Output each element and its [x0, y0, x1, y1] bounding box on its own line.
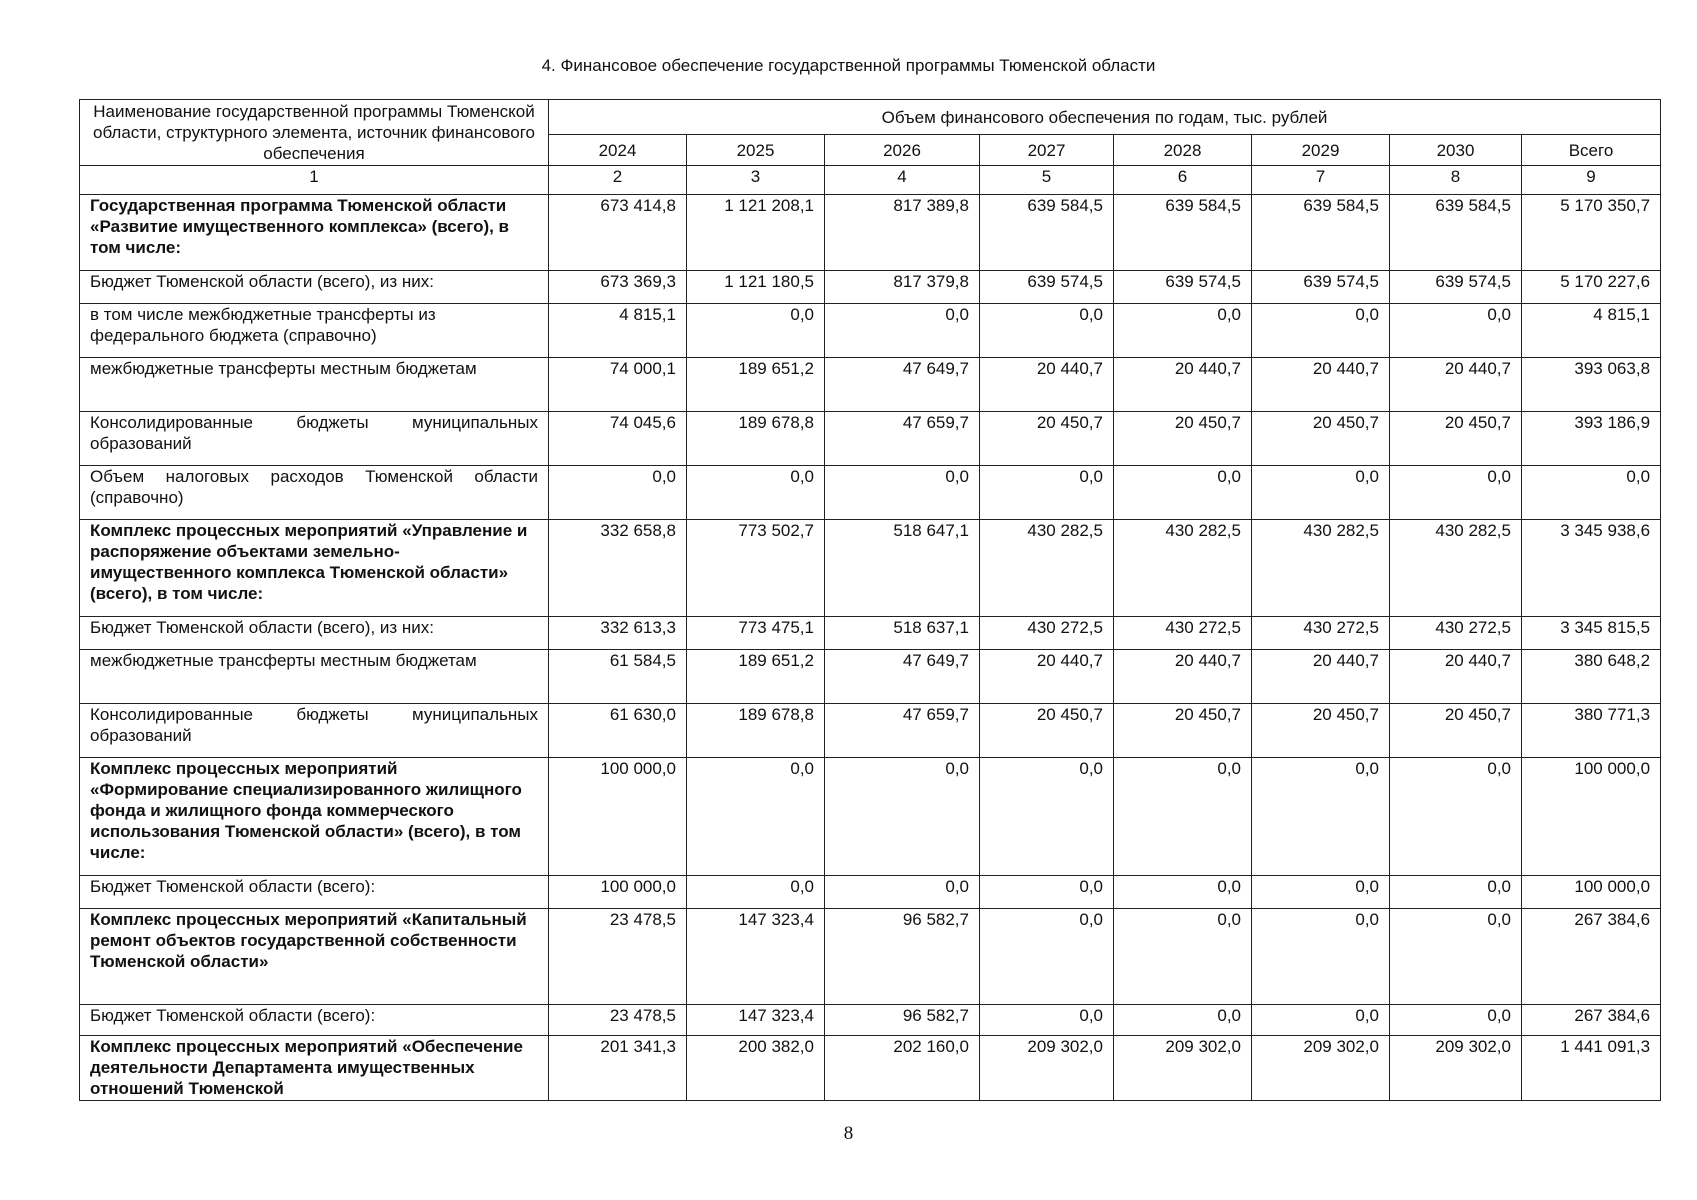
row-total-value: 267 384,6 [1522, 909, 1661, 1005]
row-year-value: 20 450,7 [1390, 704, 1522, 758]
row-year-value: 0,0 [549, 466, 687, 520]
row-year-value: 430 282,5 [1252, 520, 1390, 617]
row-year-value: 0,0 [1252, 1005, 1390, 1036]
row-year-value: 639 584,5 [980, 195, 1114, 271]
row-year-value: 0,0 [1252, 876, 1390, 909]
row-total-value: 0,0 [1522, 466, 1661, 520]
row-year-value: 0,0 [1390, 1005, 1522, 1036]
header-year: 2024 [549, 135, 687, 166]
row-year-value: 332 658,8 [549, 520, 687, 617]
table-row [80, 650, 1661, 704]
table-row [80, 358, 1661, 412]
row-total-value: 1 441 091,3 [1522, 1036, 1661, 1101]
page-number: 8 [843, 1123, 854, 1144]
row-year-value: 0,0 [980, 1005, 1114, 1036]
row-year-value: 47 659,7 [825, 412, 980, 466]
table-row [80, 195, 1661, 271]
row-year-value: 673 414,8 [549, 195, 687, 271]
row-total-value: 100 000,0 [1522, 876, 1661, 909]
header-year: 2028 [1114, 135, 1252, 166]
row-year-value: 20 440,7 [1114, 650, 1252, 704]
row-year-value: 4 815,1 [549, 304, 687, 358]
row-year-value: 209 302,0 [1252, 1036, 1390, 1101]
header-year: 2026 [825, 135, 980, 166]
row-year-value: 189 651,2 [687, 650, 825, 704]
row-year-value: 100 000,0 [549, 876, 687, 909]
header-volume: Объем финансового обеспечения по годам, тыс. рублей [549, 100, 1661, 135]
row-name: Консолидированные бюджеты муниципальных образований [80, 704, 549, 758]
row-year-value: 0,0 [687, 304, 825, 358]
row-name: Бюджет Тюменской области (всего), из них: [80, 271, 549, 304]
row-year-value: 0,0 [1252, 909, 1390, 1005]
row-year-value: 817 379,8 [825, 271, 980, 304]
row-name: Консолидированные бюджеты муниципальных образований [80, 412, 549, 466]
row-year-value: 74 045,6 [549, 412, 687, 466]
row-year-value: 47 649,7 [825, 358, 980, 412]
column-number: 5 [980, 166, 1114, 195]
table-row [80, 304, 1661, 358]
row-name: межбюджетные трансферты местным бюджетам [80, 650, 549, 704]
row-name: Государственная программа Тюменской области «Развитие имущественного комплекса» (всего), в том числе: [80, 195, 549, 271]
column-number: 3 [687, 166, 825, 195]
header-year: 2027 [980, 135, 1114, 166]
row-year-value: 639 574,5 [1390, 271, 1522, 304]
row-year-value: 20 450,7 [980, 704, 1114, 758]
row-name: Комплекс процессных мероприятий «Формирование специализированного жилищного фонда и жилищного фонда коммерческого использования Тюменской области» (всего), в том числе: [80, 758, 549, 876]
row-year-value: 0,0 [1390, 876, 1522, 909]
table-row [80, 704, 1661, 758]
row-total-value: 3 345 938,6 [1522, 520, 1661, 617]
row-year-value: 47 649,7 [825, 650, 980, 704]
column-number: 8 [1390, 166, 1522, 195]
row-year-value: 639 574,5 [1114, 271, 1252, 304]
row-year-value: 147 323,4 [687, 1005, 825, 1036]
row-year-value: 0,0 [1252, 304, 1390, 358]
row-year-value: 639 584,5 [1390, 195, 1522, 271]
row-year-value: 0,0 [980, 909, 1114, 1005]
table-row [80, 758, 1661, 876]
row-year-value: 61 584,5 [549, 650, 687, 704]
row-year-value: 639 574,5 [980, 271, 1114, 304]
row-total-value: 393 186,9 [1522, 412, 1661, 466]
row-year-value: 430 272,5 [980, 617, 1114, 650]
row-year-value: 20 450,7 [1252, 704, 1390, 758]
row-year-value: 639 584,5 [1114, 195, 1252, 271]
row-year-value: 0,0 [980, 466, 1114, 520]
row-year-value: 0,0 [1390, 304, 1522, 358]
row-year-value: 518 647,1 [825, 520, 980, 617]
table-row [80, 412, 1661, 466]
row-name: Бюджет Тюменской области (всего): [80, 1005, 549, 1036]
row-year-value: 773 502,7 [687, 520, 825, 617]
row-year-value: 0,0 [980, 758, 1114, 876]
row-year-value: 817 389,8 [825, 195, 980, 271]
row-total-value: 267 384,6 [1522, 1005, 1661, 1036]
column-number: 1 [80, 166, 549, 195]
row-year-value: 61 630,0 [549, 704, 687, 758]
row-year-value: 20 440,7 [1390, 650, 1522, 704]
table-row [80, 909, 1661, 1005]
row-year-value: 430 282,5 [1390, 520, 1522, 617]
table-row [80, 1005, 1661, 1036]
table-row [80, 466, 1661, 520]
row-year-value: 0,0 [825, 304, 980, 358]
row-year-value: 639 584,5 [1252, 195, 1390, 271]
row-year-value: 332 613,3 [549, 617, 687, 650]
table-row [80, 617, 1661, 650]
row-year-value: 0,0 [1114, 304, 1252, 358]
row-year-value: 147 323,4 [687, 909, 825, 1005]
row-year-value: 639 574,5 [1252, 271, 1390, 304]
row-year-value: 0,0 [825, 876, 980, 909]
row-year-value: 189 678,8 [687, 704, 825, 758]
row-year-value: 430 272,5 [1390, 617, 1522, 650]
row-year-value: 1 121 180,5 [687, 271, 825, 304]
row-year-value: 20 440,7 [1252, 358, 1390, 412]
row-name: Бюджет Тюменской области (всего), из них: [80, 617, 549, 650]
row-year-value: 189 651,2 [687, 358, 825, 412]
row-year-value: 47 659,7 [825, 704, 980, 758]
row-year-value: 96 582,7 [825, 1005, 980, 1036]
row-year-value: 202 160,0 [825, 1036, 980, 1101]
row-year-value: 20 450,7 [1114, 412, 1252, 466]
row-year-value: 0,0 [1390, 758, 1522, 876]
column-number: 2 [549, 166, 687, 195]
row-year-value: 1 121 208,1 [687, 195, 825, 271]
row-year-value: 0,0 [825, 466, 980, 520]
row-total-value: 100 000,0 [1522, 758, 1661, 876]
header-year: 2030 [1390, 135, 1522, 166]
header-total: Всего [1522, 135, 1661, 166]
row-year-value: 430 272,5 [1114, 617, 1252, 650]
row-year-value: 23 478,5 [549, 1005, 687, 1036]
row-total-value: 5 170 350,7 [1522, 195, 1661, 271]
row-year-value: 0,0 [1390, 466, 1522, 520]
row-year-value: 0,0 [1114, 466, 1252, 520]
header-name-column: Наименование государственной программы Тюменской области, структурного элемента, источник финансового обеспечения [80, 100, 549, 166]
table-row [80, 876, 1661, 909]
column-number: 6 [1114, 166, 1252, 195]
row-year-value: 430 282,5 [980, 520, 1114, 617]
header-year: 2025 [687, 135, 825, 166]
row-year-value: 20 450,7 [980, 412, 1114, 466]
row-year-value: 209 302,0 [1114, 1036, 1252, 1101]
row-year-value: 20 440,7 [980, 650, 1114, 704]
row-year-value: 0,0 [1114, 1005, 1252, 1036]
header-year: 2029 [1252, 135, 1390, 166]
row-year-value: 74 000,1 [549, 358, 687, 412]
row-total-value: 4 815,1 [1522, 304, 1661, 358]
row-year-value: 20 450,7 [1114, 704, 1252, 758]
row-year-value: 23 478,5 [549, 909, 687, 1005]
row-name: межбюджетные трансферты местным бюджетам [80, 358, 549, 412]
row-year-value: 673 369,3 [549, 271, 687, 304]
row-total-value: 393 063,8 [1522, 358, 1661, 412]
row-year-value: 20 440,7 [1114, 358, 1252, 412]
row-year-value: 20 440,7 [1252, 650, 1390, 704]
row-total-value: 380 771,3 [1522, 704, 1661, 758]
row-name: Бюджет Тюменской области (всего): [80, 876, 549, 909]
column-number: 7 [1252, 166, 1390, 195]
row-year-value: 201 341,3 [549, 1036, 687, 1101]
row-year-value: 0,0 [980, 304, 1114, 358]
row-name: Объем налоговых расходов Тюменской области (справочно) [80, 466, 549, 520]
row-total-value: 5 170 227,6 [1522, 271, 1661, 304]
row-year-value: 0,0 [687, 876, 825, 909]
row-year-value: 0,0 [1252, 466, 1390, 520]
row-year-value: 430 282,5 [1114, 520, 1252, 617]
row-year-value: 0,0 [980, 876, 1114, 909]
row-year-value: 0,0 [1114, 909, 1252, 1005]
row-year-value: 518 637,1 [825, 617, 980, 650]
row-name: в том числе межбюджетные трансферты из федерального бюджета (справочно) [80, 304, 549, 358]
row-year-value: 209 302,0 [980, 1036, 1114, 1101]
column-number: 9 [1522, 166, 1661, 195]
row-year-value: 0,0 [687, 758, 825, 876]
row-year-value: 96 582,7 [825, 909, 980, 1005]
row-year-value: 0,0 [1114, 758, 1252, 876]
financing-table [79, 99, 1661, 1101]
row-year-value: 20 450,7 [1252, 412, 1390, 466]
row-year-value: 209 302,0 [1390, 1036, 1522, 1101]
row-year-value: 0,0 [1390, 909, 1522, 1005]
row-year-value: 20 440,7 [1390, 358, 1522, 412]
row-year-value: 773 475,1 [687, 617, 825, 650]
row-year-value: 430 272,5 [1252, 617, 1390, 650]
row-year-value: 0,0 [687, 466, 825, 520]
row-year-value: 0,0 [1252, 758, 1390, 876]
page-title: 4. Финансовое обеспечение государственной программы Тюменской области [541, 56, 1156, 75]
table-row [80, 271, 1661, 304]
row-total-value: 3 345 815,5 [1522, 617, 1661, 650]
row-year-value: 189 678,8 [687, 412, 825, 466]
row-year-value: 0,0 [1114, 876, 1252, 909]
row-year-value: 20 450,7 [1390, 412, 1522, 466]
column-number: 4 [825, 166, 980, 195]
row-name: Комплекс процессных мероприятий «Обеспечение деятельности Департамента имущественных отношений Тюменской [80, 1036, 549, 1101]
table-row [80, 1036, 1661, 1101]
row-total-value: 380 648,2 [1522, 650, 1661, 704]
table-body [80, 195, 1661, 1101]
row-name: Комплекс процессных мероприятий «Управление и распоряжение объектами земельно-имущественного комплекса Тюменской области» (всего), в том числе: [80, 520, 549, 617]
row-name: Комплекс процессных мероприятий «Капитальный ремонт объектов государственной собственности Тюменской области» [80, 909, 549, 1005]
row-year-value: 200 382,0 [687, 1036, 825, 1101]
row-year-value: 20 440,7 [980, 358, 1114, 412]
row-year-value: 0,0 [825, 758, 980, 876]
table-row [80, 520, 1661, 617]
row-year-value: 100 000,0 [549, 758, 687, 876]
